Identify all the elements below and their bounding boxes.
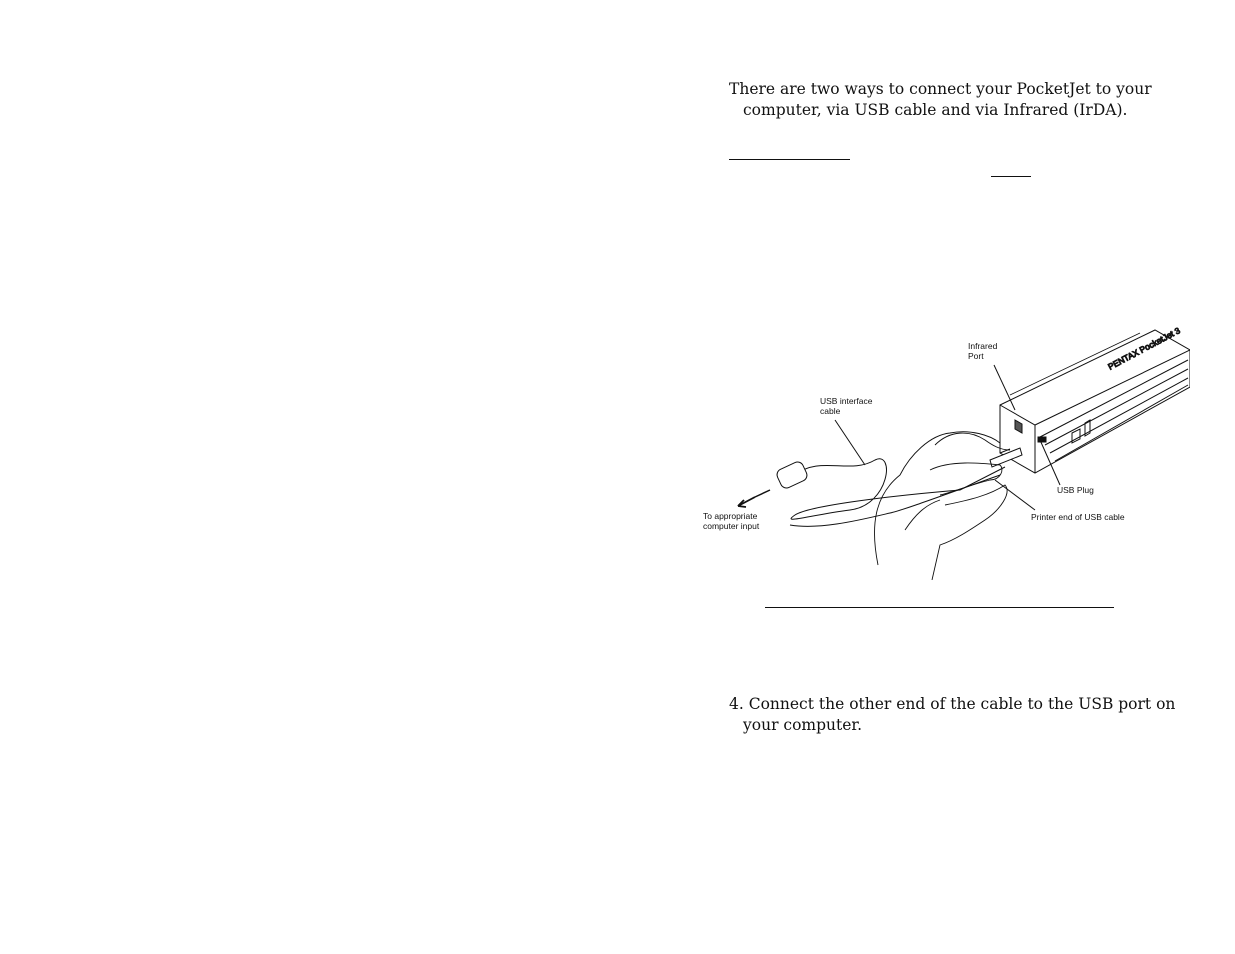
infrared-port-label-1: Infrared bbox=[968, 341, 998, 351]
word-underline bbox=[991, 176, 1031, 177]
caption-underline bbox=[765, 607, 1114, 608]
infrared-port-label-2: Port bbox=[968, 351, 984, 361]
usb-plug-label: USB Plug bbox=[1057, 485, 1094, 495]
printer-illustration bbox=[1000, 325, 1190, 473]
usb-cable-label-1: USB interface bbox=[820, 396, 873, 406]
heading-underline bbox=[729, 159, 850, 160]
intro-paragraph: There are two ways to connect your PocketJet to your computer, via USB cable and via Infrared (IrDA). bbox=[729, 80, 1152, 119]
usb-connection-illustration bbox=[700, 325, 1190, 580]
printer-end-label: Printer end of USB cable bbox=[1031, 512, 1125, 522]
usb-cable-label-2: cable bbox=[820, 406, 841, 416]
hand-illustration bbox=[874, 432, 1010, 580]
usb-cable-illustration bbox=[738, 448, 1022, 526]
to-computer-label-1: To appropriate bbox=[703, 511, 758, 521]
to-computer-label-2: computer input bbox=[703, 521, 760, 531]
printer-brand-text: PENTAX PocketJet 3 bbox=[1106, 325, 1182, 372]
step-4-paragraph: 4. Connect the other end of the cable to the USB port on your computer. bbox=[729, 695, 1176, 734]
